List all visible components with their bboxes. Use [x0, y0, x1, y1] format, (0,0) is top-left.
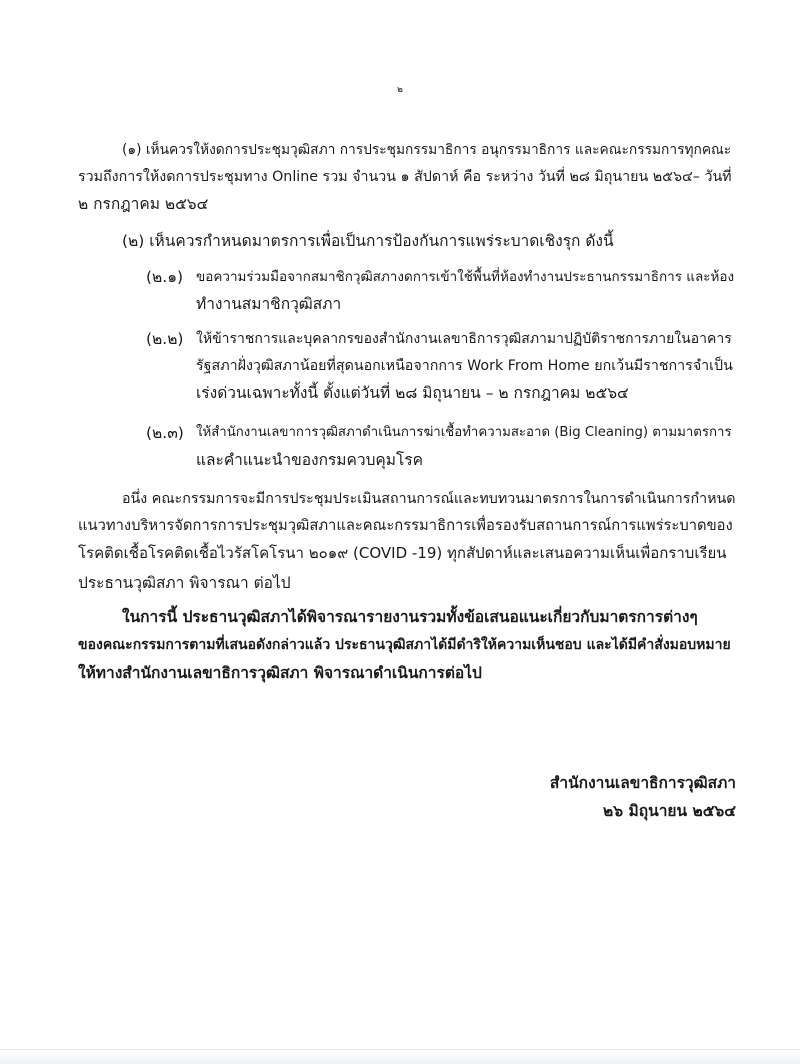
- para3-line2: แนวทางบริหารจัดการการประชุมวุฒิสภาและคณะกรรมาธิการเพื่อรองรับสถานการณ์การแพร่ระบาดของ: [78, 517, 733, 534]
- sub2-line2: รัฐสภาฝั่งวุฒิสภาน้อยที่สุดนอกเหนือจากการ Work From Home ยกเว้นมีราชการจำเป็น: [196, 358, 733, 374]
- sub3-line1: ให้สำนักงานเลขาการวุฒิสภาดำเนินการฆ่าเชื้อทำความสะอาด (Big Cleaning) ตามมาตรการ: [196, 425, 732, 440]
- para3-line3: โรคติดเชื้อโรคติดเชื้อไวรัสโคโรนา ๒๐๑๙ (COVID -19) ทุกสัปดาห์และเสนอความเห็นเพื่อกราบเรียน: [78, 544, 727, 562]
- item1-line1: (๑) เห็นควรให้งดการประชุมวุฒิสภา การประชุมกรรมาธิการ อนุกรรมาธิการ และคณะกรรมการทุกคณะ: [122, 142, 732, 158]
- item1-line2: รวมถึงการให้งดการประชุมทาง Online รวม จำนวน ๑ สัปดาห์ คือ ระหว่าง วันที่ ๒๘ มิถุนายน ๒๕๖๔– วันที่: [78, 169, 732, 185]
- sub2-line3: เร่งด่วนเฉพาะทั้งนี้ ตั้งแต่วันที่ ๒๘ มิถุนายน – ๒ กรกฎาคม ๒๕๖๔: [196, 384, 629, 402]
- sub1-line1: ขอความร่วมมือจากสมาชิกวุฒิสภางดการเข้าใช้พื้นที่ห้องทำงานประธานกรรมาธิการ และห้อง: [196, 269, 735, 285]
- sub2-label: (๒.๒): [146, 330, 184, 348]
- item2-heading: (๒) เห็นควรกำหนดมาตรการเพื่อเป็นการป้องกันการแพร่ระบาดเชิงรุก ดังนี้: [122, 232, 614, 250]
- signature-date: ๒๖ มิถุนายน ๒๕๖๔: [603, 802, 736, 820]
- sub2-line1: ให้ข้าราชการและบุคลากรของสำนักงานเลขาธิการวุฒิสภามาปฏิบัติราชการภายในอาคาร: [196, 331, 732, 347]
- sub1-label: (๒.๑): [146, 268, 184, 286]
- sub1-line2: ทำงานสมาชิกวุฒิสภา: [196, 295, 342, 313]
- signature-office: สำนักงานเลขาธิการวุฒิสภา: [549, 774, 736, 792]
- para3-line4: ประธานวุฒิสภา พิจารณา ต่อไป: [78, 574, 291, 592]
- para3-line1: อนึ่ง คณะกรรมการจะมีการประชุมประเมินสถานการณ์และทบทวนมาตรการในการดำเนินการกำหนด: [122, 491, 736, 507]
- para4-line1: ในการนี้ ประธานวุฒิสภาได้พิจารณารายงานรวมทั้งข้อเสนอแนะเกี่ยวกับมาตรการต่างๆ: [122, 608, 698, 626]
- sub3-label: (๒.๓): [146, 424, 184, 442]
- para4-line3: ให้ทางสำนักงานเลขาธิการวุฒิสภา พิจารณาดำเนินการต่อไป: [78, 664, 482, 682]
- para4-line2: ของคณะกรรมการตามที่เสนอดังกล่าวแล้ว ประธานวุฒิสภาได้มีดำริให้ความเห็นชอบ และได้มีคำสั่งมอบหมาย: [78, 637, 731, 653]
- item1-line3: ๒ กรกฎาคม ๒๕๖๔: [78, 195, 209, 213]
- sub3-line2: และคำแนะนำของกรมควบคุมโรค: [196, 451, 424, 469]
- page-number: ๒: [397, 85, 403, 95]
- page-bottom-edge: [0, 1049, 800, 1064]
